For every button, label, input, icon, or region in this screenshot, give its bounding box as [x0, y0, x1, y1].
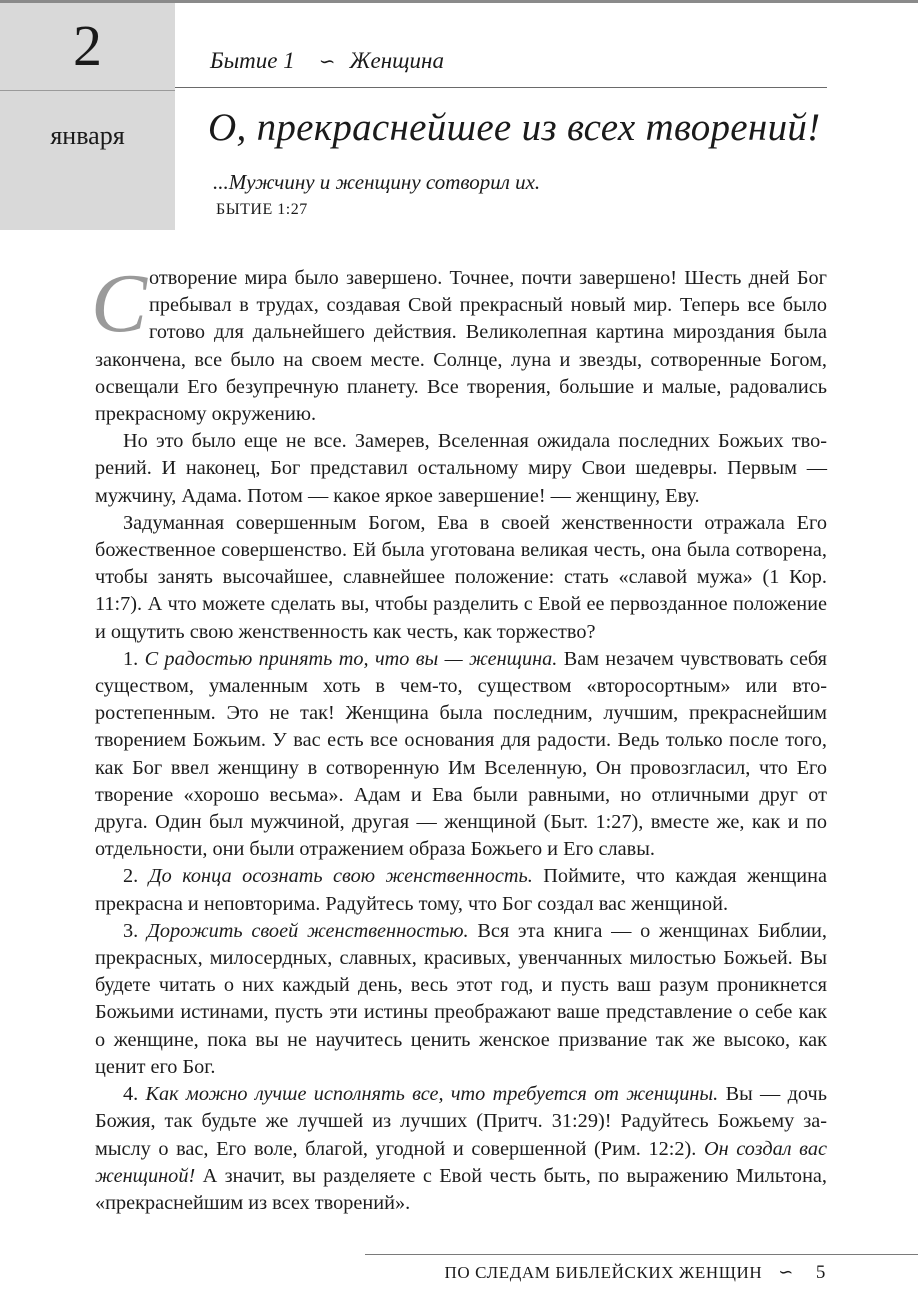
- ornament-icon: ∽: [778, 1262, 794, 1282]
- list-number: 1.: [123, 647, 139, 670]
- paragraph-text: Задуманная совершенным Богом, Ева в своей женственности отражала Его божественное совершенство. Ей была уготована великая честь, она была сотворена, чтобы занять высочайшее, славнейшее положение: стать «славой мужа» (1 Кор. 11:7). А что можете сделать вы, чтобы разделить с Евой ее первозданное положение и ощутить свою женственность как честь, как торжество?: [95, 511, 827, 643]
- epigraph-reference: БЫТИЕ 1:27: [216, 201, 308, 218]
- list-item-lead: Дорожить своей женственностью.: [146, 919, 469, 942]
- running-footer: [444, 1262, 826, 1284]
- emphasis-text: Он создал вас женщиной!: [95, 1137, 827, 1187]
- list-item-lead: С радостью принять то, что вы — женщина.: [144, 647, 558, 670]
- paragraph: [95, 510, 827, 646]
- list-item-lead: До конца осознать свою женственность.: [148, 865, 533, 888]
- page-title: О, прекраснейшее из всех творений!: [208, 106, 821, 149]
- list-item: [95, 1081, 827, 1217]
- list-item: [95, 863, 827, 917]
- list-number: 4.: [123, 1083, 139, 1106]
- list-number: 2.: [123, 865, 139, 888]
- footer-rule: [365, 1254, 918, 1255]
- paragraph-text: Вся эта книга — о женщинах Библии, прекрасных, милосердных, славных, красивых, увенчанных милостью Божьей. Вы будете читать о них каждый день, весь этот год, и пусть ваш разум проникнется Божьими истинами, пусть эти истины преображают ваше представление о себе как о женщине, пока вы не научитесь ценить женское призвание так же высоко, как ценит его Бог.: [95, 919, 827, 1078]
- paragraph-text: Вам незачем чувствовать себя существом, умаленным хоть в чем-то, существом «второсортным» или второстепенным. Это не так! Женщина была последним, лучшим, прекраснейшим творением Божьим. У вас есть все основания для радости. Ведь только после того, как Бог ввел женщину в сотворенную Им Вселенную, Он провозгласил, что Его творение «хорошо весьма». Адам и Ева были равными, но отличными друг от друга. Один был мужчиной, другая — женщиной (Быт. 1:27), вместе же, как и по отдельности, они были отражением образа Божьего и Его славы.: [95, 647, 827, 861]
- ornament-icon: ∽: [318, 51, 336, 73]
- paragraph: [95, 428, 827, 510]
- date-box: [0, 3, 175, 230]
- paragraph: [91, 257, 827, 428]
- body-text: [91, 257, 827, 1217]
- list-number: 3.: [123, 919, 139, 942]
- list-item: [95, 646, 827, 864]
- paragraph-text: А значит, вы разделяете с Евой честь быть, по выражению Мильтона, «прекраснейшим из всех творений».: [95, 1164, 827, 1214]
- list-item-lead: Как можно лучше исполнять все, что требуется от женщины.: [145, 1083, 719, 1106]
- day-number: 2: [73, 13, 102, 78]
- topic-label: Женщина: [349, 48, 444, 73]
- paragraph-text: отворение мира было завершено. Точнее, почти завершено! Шесть дней Бог пребывал в трудах, создавая Свой прекрасный новый мир. Теперь все было готово для дальнейшего действия. Великолепная картина мироздания была закончена, все было на своем месте. Солнце, луна и звезды, сотворенные Богом, освещали Его безупречную планету. Все творения, большие и малые, радовались прекрасному окружению.: [95, 267, 827, 426]
- paragraph-text: Но это было еще не все. Замерев, Вселенная ожидала последних Божьих творений. И наконец, Бог представил остальному миру Свои шедевры. Первым — мужчину, Адама. Потом — какое яркое завершение! — женщину, Еву.: [95, 430, 827, 507]
- header-rule: [175, 87, 827, 88]
- page-number: 5: [815, 1262, 826, 1283]
- date-divider: [0, 90, 175, 91]
- scripture-reference: Бытие 1: [210, 48, 295, 73]
- paragraph-text: Поймите, что каждая женщина прекрасна и неповторима. Радуйтесь тому, что Бог создал вас женщиной.: [95, 865, 827, 915]
- paragraph-text: Вы — дочь Божия, так будьте же лучшей из лучших (Притч. 31:29)! Радуйтесь Божьему замыслу о вас, Его воле, благой, угодной и совершенной (Рим. 12:2).: [95, 1083, 827, 1160]
- running-header: [210, 48, 444, 74]
- book-title: ПО СЛЕДАМ БИБЛЕЙСКИХ ЖЕНЩИН: [444, 1263, 763, 1282]
- month-label: января: [50, 121, 125, 150]
- list-item: [95, 918, 827, 1081]
- drop-cap: С: [91, 257, 148, 350]
- epigraph-text: ...Мужчину и женщину сотворил их.: [213, 170, 541, 194]
